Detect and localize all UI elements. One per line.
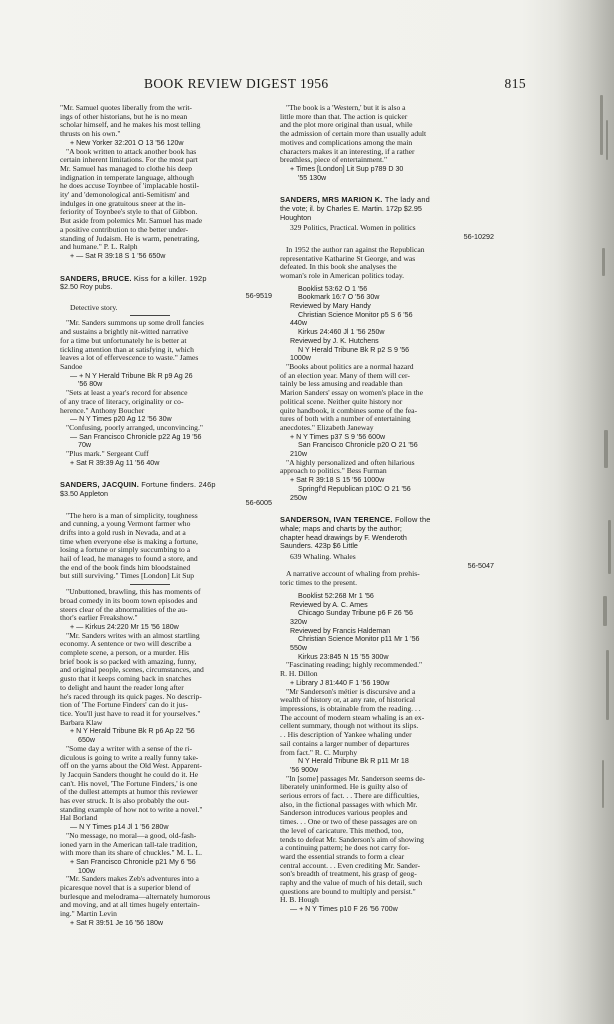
- review-line: thor's earlier Freakshow.": [60, 613, 138, 623]
- review-line: and sustains a brightly nit-witted narrative: [60, 327, 189, 337]
- review-line: Sanderson introduces various peoples and: [280, 808, 408, 818]
- entry-sanders-bruce: [60, 275, 272, 468]
- summary-line: woman's role in American politics today.: [280, 270, 405, 280]
- review-citation: Chicago Sunday Tribune p6 F 26 '56: [298, 609, 413, 618]
- review-continuation: [280, 104, 494, 182]
- review-line: approach to politics." Bess Furman: [280, 466, 387, 476]
- catalog-number: 56-6005: [245, 497, 272, 507]
- review-citation: Booklist 52:268 Mr 1 '56: [298, 591, 374, 600]
- review-line: wealth of history or, at any rate, of historical: [280, 695, 416, 705]
- review-line: ity' and 'demonological anti-Semitism' and: [60, 190, 190, 200]
- publisher: Houghton: [280, 212, 312, 222]
- page-header: [144, 76, 524, 92]
- reviewer-line: Reviewed by Francis Haldeman: [290, 626, 391, 635]
- entry-sanders-jacquin: [60, 481, 272, 927]
- review-citation: + Library J 81:440 F 1 '56 190w: [290, 678, 390, 687]
- review-citation: N Y Herald Tribune Bk R p2 S 9 '56: [298, 345, 410, 354]
- catalog-number: 56-5047: [467, 560, 494, 570]
- page-number: 815: [504, 76, 526, 91]
- review-citation: Kirkus 24:460 Jl 1 '56 250w: [298, 328, 385, 337]
- review-line: The account of modern steam whaling is an ex-: [280, 712, 425, 722]
- review-line: "Mr. Samuel quotes liberally from the writ-: [60, 103, 192, 112]
- review-line: and cunning, a young Vermont farmer who: [60, 519, 191, 529]
- review-line: questions are bound to multiply and persist.": [280, 886, 416, 896]
- entry-sanders-marion: [280, 196, 494, 502]
- review-citation: '56 900w: [290, 765, 319, 774]
- review-citation: + New Yorker 32:201 O 13 '56 120w: [70, 138, 184, 147]
- review-line: certain inherent limitations. For the most part: [60, 155, 198, 165]
- entry-sanderson: [280, 516, 494, 914]
- review-line: raphy and the value of much of his detail, such: [280, 878, 423, 888]
- review-line: economy. A sentence or two will describe a: [60, 639, 192, 649]
- review-line: "Confusing, poorly arranged, unconvincing.": [66, 422, 203, 432]
- review-line: indignation in temperate language, although: [60, 172, 194, 182]
- price-publisher: $3.50 Appleton: [60, 489, 108, 499]
- review-line: anecdotes." Elizabeth Janeway: [280, 422, 374, 432]
- author-name: SANDERSON, IVAN TERENCE.: [280, 515, 393, 525]
- review-line: scholar himself, and he makes his most telling: [60, 120, 201, 130]
- review-line: tice. You'll just have to read it for yourselves.": [60, 709, 201, 718]
- review-line: complete scene, a person, or a murder. His: [60, 648, 190, 658]
- review-line: "The book is a 'Western,' but it is also a: [286, 103, 406, 112]
- review-citation: Christian Science Monitor p11 Mr 1 '56: [298, 635, 420, 644]
- review-line: ly Jacquin Sanders thought he could do it. He: [60, 769, 199, 779]
- review-citation: — San Francisco Chronicle p22 Ag 19 '56: [70, 432, 202, 441]
- review-line: little more than that. The action is quicker: [280, 111, 408, 121]
- review-line: has ever struck. It is also probably the out-: [60, 796, 190, 806]
- review-citation: 250w: [290, 493, 307, 502]
- book-title: The lady and: [384, 195, 430, 205]
- author-name: SANDERS, BRUCE.: [60, 273, 132, 283]
- review-line: standing example of how not to write a novel.": [60, 804, 203, 814]
- reviewer-line: Reviewed by Mary Handy: [290, 302, 371, 311]
- review-line: "A book written to attack another book has: [66, 146, 197, 156]
- price-publisher: Saunders. 423p $6 Little: [280, 541, 358, 551]
- review-line: "Unbuttoned, brawling, this has moments of: [66, 587, 201, 597]
- running-title: BOOK REVIEW DIGEST 1956: [144, 76, 329, 91]
- review-line: and moving, and at all times hugely entertain-: [60, 900, 200, 910]
- book-title-continued: whale; maps and charts by the author;: [280, 523, 402, 533]
- reviewer-line: Reviewed by A. C. Ames: [290, 600, 368, 609]
- subject-heading: Detective story.: [70, 302, 118, 312]
- review-line: ward the essential strands to form a clear: [280, 851, 405, 861]
- review-line: "Mr Sanderson's métier is discursive and a: [286, 686, 416, 696]
- review-line: and original people, scenes, circumstances, and: [60, 665, 204, 675]
- review-line: Barbara Klaw: [60, 717, 103, 727]
- review-citation: + — Kirkus 24:220 Mr 15 '56 180w: [70, 622, 179, 631]
- author-name: SANDERS, MRS MARION K.: [280, 195, 383, 205]
- review-citation: Bookmark 16:7 O '56 30w: [298, 293, 380, 302]
- review-line: tures of both with a number of entertaining: [280, 414, 411, 424]
- review-line: "Sets at least a year's record for absence: [66, 388, 188, 398]
- review-line: also, in the fictional passages with which Mr.: [280, 799, 418, 809]
- review-line: Sandoe: [60, 361, 83, 371]
- review-line: "Mr. Sanders makes Zeb's adventures into a: [66, 874, 199, 884]
- review-line: a continuing pattern; he does not carry for-: [280, 843, 410, 853]
- review-line: motives and complications among the main: [280, 137, 413, 147]
- review-line: a positive contribution to the better under-: [60, 224, 189, 234]
- review-citation: '55 130w: [298, 173, 327, 182]
- review-line: "The hero is a man of simplicity, toughness: [66, 510, 198, 520]
- review-citation: + San Francisco Chronicle p21 My 6 '56: [70, 857, 196, 866]
- review-line: hail of lead, he manages to found a store, and: [60, 554, 198, 564]
- review-line: "Plus mark." Sergeant Cuff: [66, 449, 149, 459]
- left-column: [60, 104, 272, 928]
- review-line: ing." Martin Levin: [60, 909, 117, 919]
- review-citation: + N Y Times p37 S 9 '56 600w: [290, 432, 386, 441]
- review-citation: + Times [London] Lit Sup p789 D 30: [290, 164, 404, 173]
- review-citation: 550w: [290, 644, 307, 653]
- catalog-number: 56-10292: [463, 232, 494, 242]
- review-line: H. B. Hough: [280, 895, 319, 905]
- review-line: Marion Sanders' essay on women's place in the: [280, 388, 423, 398]
- review-line: feriority of Toynbee's style to that of Gibbon.: [60, 207, 198, 217]
- review-citation: Kirkus 23:845 N 15 '55 300w: [298, 652, 389, 661]
- review-line: losing a fortune or simply succumbing to a: [60, 545, 191, 555]
- review-line: tickling attention than at satisfying it, which: [60, 344, 194, 354]
- review-citation: Christian Science Monitor p5 S 6 '56: [298, 310, 413, 319]
- review-line: the end of the book finds him bloodstained: [60, 562, 191, 572]
- review-citation: San Francisco Chronicle p20 O 21 '56: [298, 441, 418, 450]
- book-title: Fortune finders. 246p: [141, 480, 216, 490]
- review-line: leaves a lot of effervescence to waste." James: [60, 353, 199, 363]
- subject-heading: 329 Politics, Practical. Women in politics: [290, 223, 416, 233]
- review-citation: 210w: [290, 450, 307, 459]
- review-line: gusto that it keeps coming back in snatches: [60, 674, 192, 684]
- review-line: cellent summary, though not without its slips.: [280, 721, 419, 731]
- book-title-continued: chapter head drawings by F. Wenderoth: [280, 532, 407, 542]
- review-line: standing of Judaism. He is warm, penetrating,: [60, 233, 200, 243]
- book-title-continued: the vote; il. by Charles E. Martin. 172p $2.95: [280, 204, 422, 214]
- review-citation: 100w: [78, 866, 95, 875]
- review-line: sail contains a larger number of departures: [280, 738, 410, 748]
- review-citation: 650w: [78, 736, 95, 745]
- review-citation: 1000w: [290, 354, 311, 363]
- review-line: ings of other historians, but he is no mean: [60, 111, 188, 121]
- review-line: off on the yarns about the Old West. Apparent-: [60, 761, 202, 771]
- review-line: herence." Anthony Boucher: [60, 405, 145, 415]
- review-line: quite handbook, it combines some of the fea-: [280, 405, 418, 415]
- review-line: but still surviving." Times [London] Lit Sup: [60, 571, 195, 581]
- review-line: thrusts on his own.": [60, 129, 121, 139]
- review-line: "In [some] passages Mr. Sanderson seems de-: [286, 773, 426, 783]
- review-line: diculous is going to write a really funny take-: [60, 752, 199, 762]
- review-line: impressions, is obtainable from the reading. . .: [280, 704, 421, 713]
- summary-line: representative Katharine St George, and was: [280, 253, 416, 263]
- review-line: for a time but unfortunately he is better at: [60, 335, 187, 345]
- review-line: "No message, no moral—a good, old-fash-: [66, 830, 197, 840]
- review-line: serious errors of fact. . . There are difficulties,: [280, 791, 420, 801]
- review-line: indulges in one gratuitous sneer at the in-: [60, 198, 186, 208]
- review-line: times. . . One or two of these passages are on: [280, 817, 417, 827]
- summary-line: toric times to the present.: [280, 578, 357, 588]
- review-line: burlesque and melodrama—alternately humorous: [60, 891, 211, 901]
- binding-edge-shadow: [556, 0, 614, 1024]
- review-line: R. H. Dillon: [280, 669, 318, 679]
- right-column: [280, 104, 494, 914]
- review-line: picaresque novel that is a superior blend of: [60, 883, 191, 893]
- summary-line: defeated. In this book she analyses the: [280, 262, 397, 272]
- subject-heading: 639 Whaling. Whales: [290, 552, 356, 562]
- review-citation: + — Sat R 39:18 S 1 '56 650w: [70, 251, 166, 260]
- review-line: can't. His novel, 'The Fortune Finders,' is one: [60, 778, 198, 788]
- review-line: and humane." P. L. Ralph: [60, 242, 138, 252]
- review-citation: Booklist 53:62 O 1 '56: [298, 284, 368, 293]
- review-line: . . His description of Yankee whaling under: [280, 730, 412, 740]
- review-line: "A highly personalized and often hilarious: [286, 457, 415, 467]
- review-line: breathless, piece of entertainment.": [280, 155, 388, 165]
- review-line: brief book is so packed with amazing, funny,: [60, 656, 197, 666]
- book-title: Kiss for a killer. 192p: [133, 273, 207, 283]
- review-line: to delight and haunt the reader long after: [60, 682, 184, 692]
- review-line: the admission of certain more than usually adult: [280, 129, 427, 139]
- review-line: of an election year. Many of them will cer-: [280, 370, 410, 380]
- review-line: tion of 'The Fortune Finders' can do it jus-: [60, 700, 189, 710]
- review-line: son's breadth of treatment, his grasp of geog-: [280, 869, 417, 879]
- review-line: with more than its share of chuckles." M. L. L.: [60, 848, 203, 858]
- review-citation: N Y Herald Tribune Bk R p11 Mr 18: [298, 757, 409, 766]
- review-line: tends to defeat Mr. Sanderson's aim of showing: [280, 834, 424, 844]
- review-citation: '56 80w: [78, 380, 103, 389]
- review-citation: — N Y Times p20 Ag 12 '56 30w: [70, 415, 172, 424]
- review-line: broad comedy in its boom town episodes and: [60, 595, 198, 605]
- review-citation: — + N Y Herald Tribune Bk R p9 Ag 26: [70, 371, 193, 380]
- reviewer-line: Reviewed by J. K. Hutchens: [290, 336, 379, 345]
- review-citation: + Sat R 39:39 Ag 11 '56 40w: [70, 458, 160, 467]
- review-line: Hal Borland: [60, 813, 98, 823]
- review-line: "Mr. Sanders summons up some droll fancies: [66, 318, 204, 328]
- divider-rule: [130, 315, 170, 316]
- review-citation: + Sat R 39:51 Je 16 '56 180w: [70, 918, 164, 927]
- review-line: "Fascinating reading; highly recommended.": [286, 660, 423, 670]
- review-line: "Some day a writer with a sense of the ri-: [66, 743, 193, 753]
- catalog-number: 56-9519: [245, 291, 272, 301]
- review-line: But aside from polemics Mr. Samuel has made: [60, 216, 203, 226]
- author-name: SANDERS, JACQUIN.: [60, 480, 139, 490]
- review-line: liberately uninformed. He is guilty also of: [280, 782, 408, 792]
- review-citation: — N Y Times p14 Jl 1 '56 280w: [70, 823, 169, 832]
- review-line: central account. . . Even crediting Mr. Sander-: [280, 860, 421, 870]
- review-line: ioned yarn in the American tall-tale tradition,: [60, 839, 198, 849]
- review-line: steers clear of the abnormalities of the au-: [60, 604, 188, 614]
- review-citation: — + N Y Times p10 F 26 '56 700w: [290, 905, 398, 914]
- review-citation: + N Y Herald Tribune Bk R p6 Ap 22 '56: [70, 727, 195, 736]
- review-line: of the dullest attempts at humor this reviewer: [60, 787, 198, 797]
- review-line: he does accuse Toynbee of 'implacable hostil-: [60, 181, 200, 191]
- review-citation: 320w: [290, 617, 307, 626]
- book-title: Follow the: [394, 515, 431, 525]
- review-line: tainly be less amusing and readable than: [280, 379, 403, 389]
- review-continuation: [60, 104, 272, 261]
- review-citation: Springf'd Republican p10C O 21 '56: [298, 484, 411, 493]
- price-publisher: $2.50 Roy pubs.: [60, 282, 113, 292]
- review-line: he's raced through its quick pages. No descrip-: [60, 691, 202, 701]
- review-citation: + Sat R 39:18 S 15 '56 1000w: [290, 476, 385, 485]
- review-line: time when everyone else is making a fortune,: [60, 536, 198, 546]
- review-line: and the plot more original than usual, while: [280, 120, 413, 130]
- summary-line: In 1952 the author ran against the Republican: [286, 244, 425, 254]
- review-line: Mr. Samuel has managed to clothe his deep: [60, 163, 193, 173]
- divider-rule: [130, 584, 170, 585]
- summary-line: A narrative account of whaling from prehis-: [286, 569, 420, 579]
- review-citation: 70w: [78, 441, 92, 450]
- review-line: "Mr. Sanders writes with an almost startling: [66, 630, 200, 640]
- review-citation: 440w: [290, 319, 307, 328]
- review-line: "Books about politics are a normal hazard: [286, 361, 414, 371]
- review-line: the level of caricature. This method, too,: [280, 825, 404, 835]
- review-line: political scene. Neither quite history nor: [280, 396, 403, 406]
- review-line: of any trace of literacy, originality or co-: [60, 396, 184, 406]
- review-line: from fact." R. C. Murphy: [280, 747, 358, 757]
- review-line: characters makes it an interesting, if a rather: [280, 146, 415, 156]
- review-line: drifts into a gold rush in Nevada, and at a: [60, 527, 186, 537]
